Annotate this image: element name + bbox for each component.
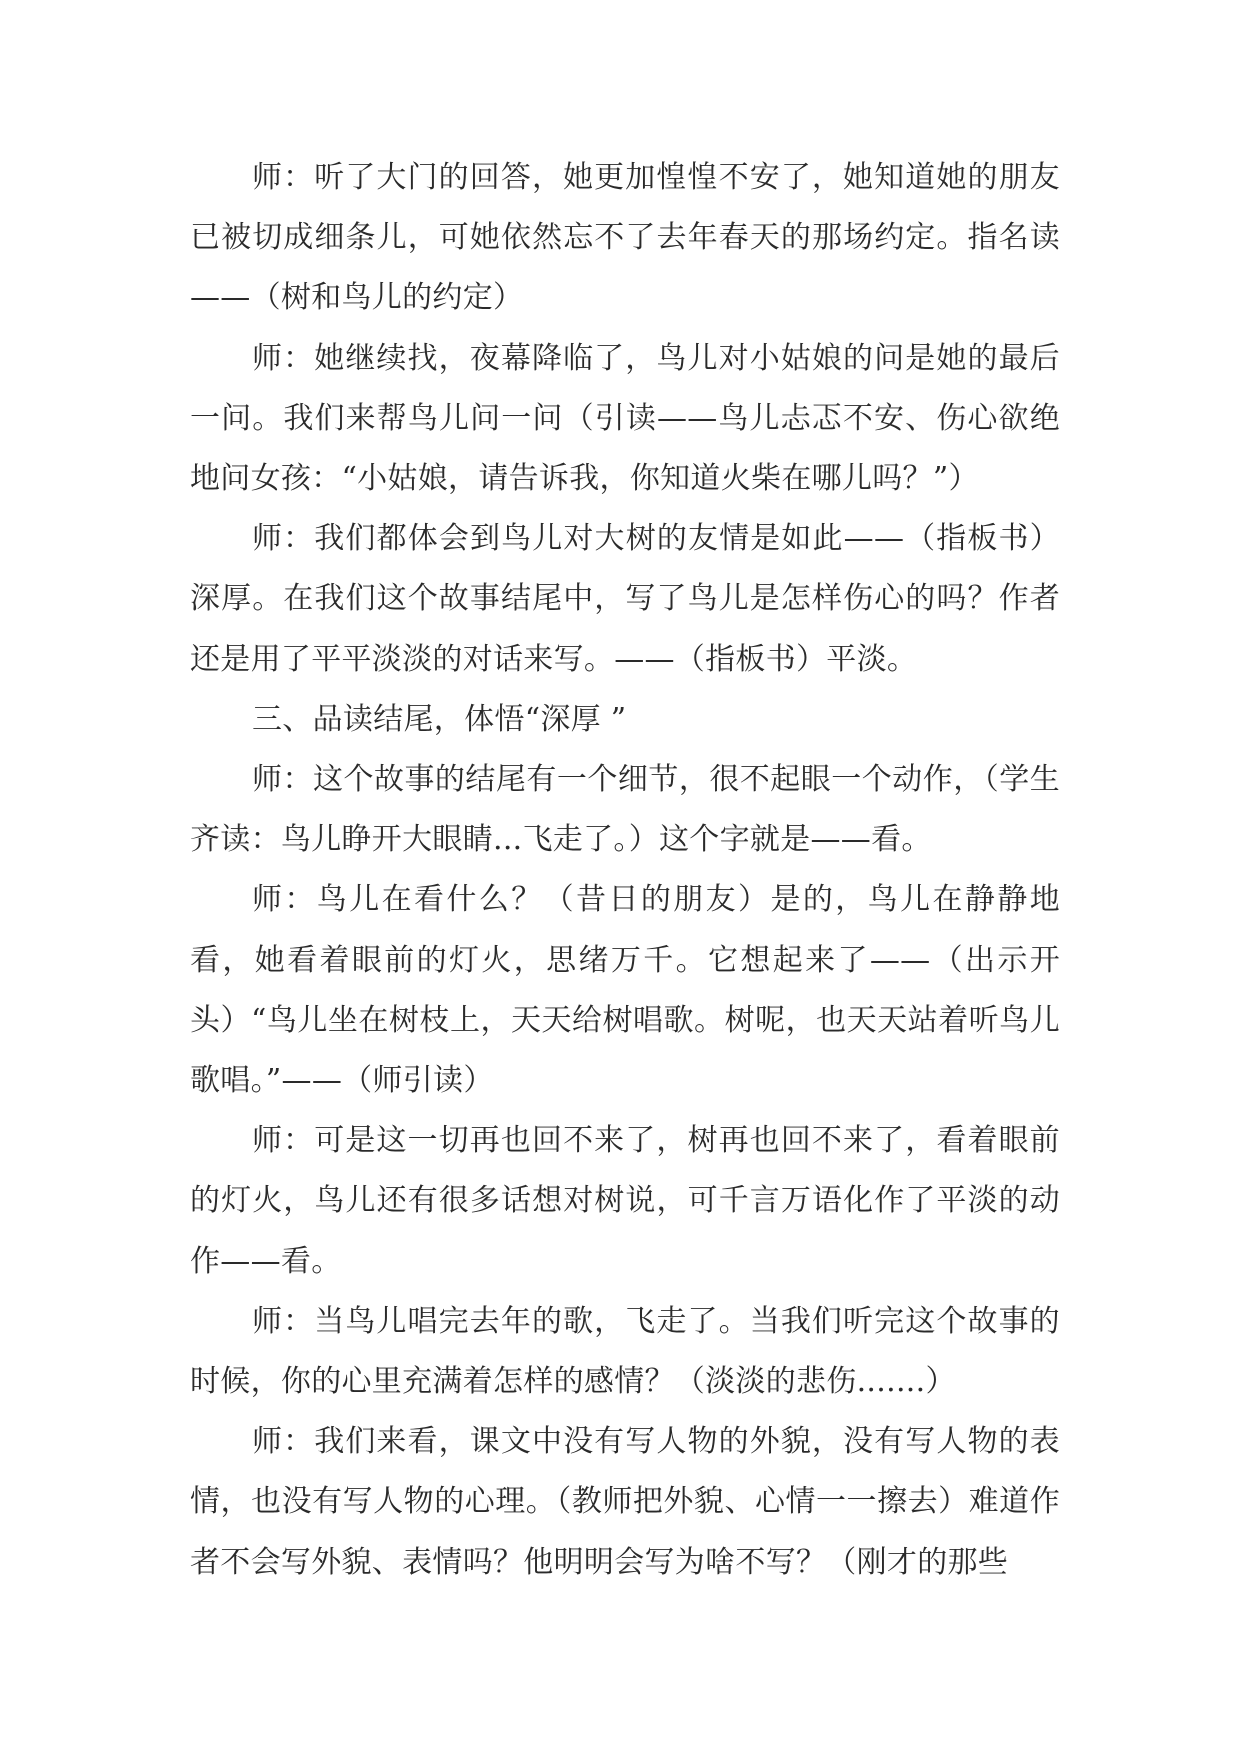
paragraph-7: 师：当鸟儿唱完去年的歌，飞走了。当我们听完这个故事的时候，你的心里充满着怎样的感情？（淡淡的悲伤.......） xyxy=(190,1303,1060,1400)
paragraph-2: 师：她继续找，夜幕降临了，鸟儿对小姑娘的问是她的最后一问。我们来帮鸟儿问一问（引读——鸟儿忐忑不安、伤心欲绝地问女孩：“小姑娘，请告诉我，你知道火柴在哪儿吗？”） xyxy=(190,340,1060,497)
paragraph-4: 师：这个故事的结尾有一个细节，很不起眼一个动作，（学生齐读：鸟儿睁开大眼睛...飞走了。）这个字就是——看。 xyxy=(190,762,1060,858)
paragraph-6: 师：可是这一切再也回不来了，树再也回不来了，看着眼前的灯火，鸟儿还有很多话想对树说，可千言万语化作了平淡的动作——看。 xyxy=(190,1123,1060,1279)
paragraph-1: 师：听了大门的回答，她更加惶惶不安了，她知道她的朋友已被切成细条儿，可她依然忘不了去年春天的那场约定。指名读——（树和鸟儿的约定） xyxy=(190,160,1060,316)
paragraph-5: 师：鸟儿在看什么？（昔日的朋友）是的，鸟儿在静静地看，她看着眼前的灯火，思绪万千。它想起来了——（出示开头）“鸟儿坐在树枝上，天天给树唱歌。树呢，也天天站着听鸟儿歌唱。”——（师引读） xyxy=(190,882,1060,1099)
section-heading: 三、品读结尾，体悟“深厚 ” xyxy=(252,701,627,737)
paragraph-8: 师：我们来看，课文中没有写人物的外貌，没有写人物的表情，也没有写人物的心理。（教师把外貌、心情一一擦去）难道作者不会写外貌、表情吗？他明明会写为啥不写？（刚才的那些 xyxy=(190,1424,1060,1580)
document-body xyxy=(190,148,1060,1593)
paragraph-3: 师：我们都体会到鸟儿对大树的友情是如此——（指板书）深厚。在我们这个故事结尾中，写了鸟儿是怎样伤心的吗？作者还是用了平平淡淡的对话来写。——（指板书）平淡。 xyxy=(190,521,1060,677)
